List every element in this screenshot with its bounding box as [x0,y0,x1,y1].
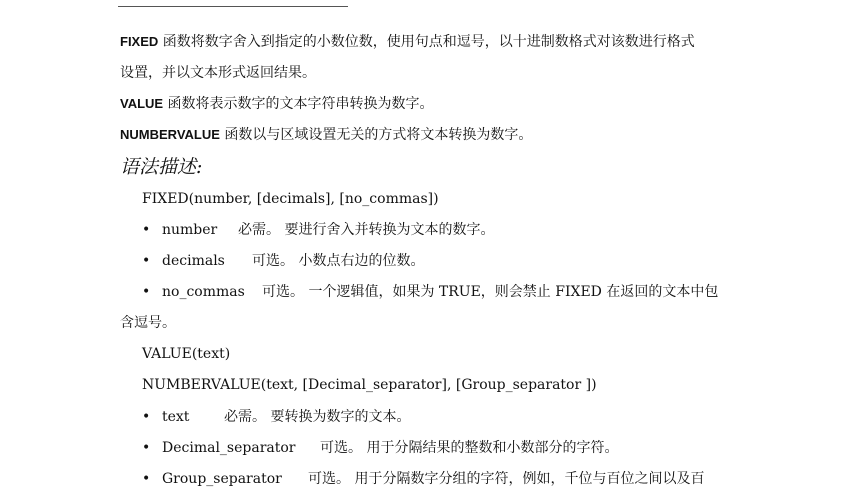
bullet: • [142,409,151,425]
param-desc: 可选。 一个逻辑值，如果为 TRUE，则会禁止 FIXED 在返回的文本中包 [262,284,719,300]
fixed-keyword: FIXED [120,34,159,49]
fixed-description-line-2: 设置，并以文本形式返回结果。 [120,65,316,81]
value-keyword: VALUE [120,96,164,111]
param-desc: 可选。 用于分隔数字分组的字符，例如，千位与百位之间以及百 [308,471,705,487]
param-item [142,283,718,301]
numbervalue-description-text: 函数以与区域设置无关的方式将文本转换为数字。 [219,127,533,143]
bullet: • [142,253,151,269]
param-desc-continuation: 含逗号。 [120,315,176,331]
numbervalue-keyword: NUMBERVALUE [120,127,220,142]
bullet: • [142,284,151,300]
param-item [142,252,424,270]
param-desc: 可选。 用于分隔结果的整数和小数部分的字符。 [320,440,619,456]
value-description-text: 函数将表示数字的文本字符串转换为数字。 [163,96,434,112]
param-name: Decimal_separator [162,440,296,456]
param-item [142,439,618,457]
fixed-description-text: 函数将数字舍入到指定的小数位数，使用句点和逗号，以十进制数格式对该数进行格式 [158,34,695,50]
param-name: no_commas [162,284,245,300]
numbervalue-signature: NUMBERVALUE(text, [Decimal_separator], [Group_separator ]) [142,377,597,393]
param-name: decimals [162,253,225,269]
header-rule [118,0,348,7]
param-name: Group_separator [162,471,282,487]
fixed-signature: FIXED(number, [decimals], [no_commas]) [142,191,439,207]
numbervalue-description [120,126,532,144]
syntax-heading: 语法描述: [120,156,203,178]
value-signature: VALUE(text) [142,346,231,362]
param-desc: 必需。 要转换为数字的文本。 [224,409,411,425]
bullet: • [142,471,151,487]
param-item [142,408,410,426]
param-name: number [162,222,218,238]
param-desc: 必需。 要进行舍入并转换为文本的数字。 [238,222,495,238]
param-name: text [162,409,190,425]
bullet: • [142,222,151,238]
value-description [120,95,434,113]
param-item [142,470,704,488]
fixed-description-line-1 [120,33,695,51]
param-item [142,221,494,239]
bullet: • [142,440,151,456]
param-desc: 可选。 小数点右边的位数。 [252,253,425,269]
